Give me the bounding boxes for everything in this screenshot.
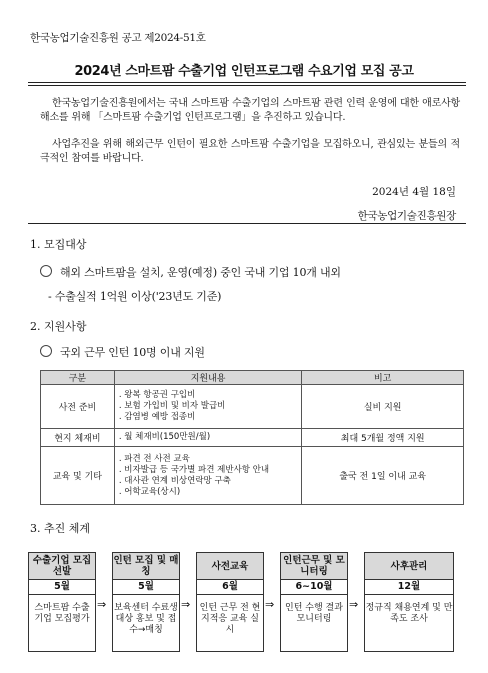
section-2-item (40, 344, 205, 360)
table-cell-category: 현지 체재비 (41, 429, 115, 447)
process-step-title: 인턴 모집 및 매칭 (113, 553, 179, 580)
process-step-follow-up (364, 552, 454, 652)
section-1-title: 1. 모집대상 (30, 238, 87, 251)
process-step-title: 인턴근무 및 모니터링 (281, 553, 347, 580)
section-1-item (40, 264, 341, 280)
list-item: . 보험 가입비 및 비자 발급비 (118, 401, 226, 411)
process-step-month: 6월 (197, 580, 263, 595)
process-step-month: 5월 (29, 580, 95, 595)
process-step-desc: 스마트팜 수출 기업 모집평가 (34, 603, 90, 624)
double-arrow-right-icon: ⇒ (97, 598, 107, 611)
section-1-item-text: 해외 스마트팜을 설치, 운영(예정) 중인 국내 기업 10개 내외 (60, 266, 341, 279)
table-cell-content (114, 429, 302, 447)
intro-rule (28, 223, 466, 224)
table-cell-category: 교육 및 기타 (41, 447, 115, 505)
table-header-row (41, 371, 464, 385)
double-arrow-right-icon: ⇒ (349, 598, 359, 611)
double-arrow-right-icon: ⇒ (181, 598, 191, 611)
table-cell-content (114, 447, 302, 505)
section-2-item-text: 국외 근무 인턴 10명 이내 지원 (60, 346, 205, 359)
process-step-month: 5월 (113, 580, 179, 595)
section-1-subitem: - 수출실적 1억원 이상('23년도 기준) (48, 290, 222, 303)
page-title: 2024년 스마트팜 수출기업 인턴프로그램 수요기업 모집 공고 (74, 64, 414, 79)
list-item: . 감염병 예방 접종비 (118, 412, 196, 422)
table-cell-note: 최대 5개월 정액 지원 (302, 429, 464, 447)
support-table (40, 370, 464, 505)
section-3-title: 3. 추진 체계 (30, 522, 90, 535)
process-step-desc: 인턴 근무 전 현지적응 교육 실시 (199, 603, 261, 635)
intro-paragraph-2: 사업추진을 위해 해외근무 인턴이 필요한 스마트팜 수출기업을 모집하오니, 관심있는 분들의 적극적인 참여를 바랍니다. (40, 139, 460, 164)
circle-bullet-icon (40, 265, 52, 277)
process-step-pre-training (196, 552, 264, 652)
process-step-recruit-companies (28, 552, 96, 652)
table-cell-category: 사전 준비 (41, 385, 115, 429)
list-item: . 파견 전 사전 교육 (118, 453, 190, 464)
title-rule-top (28, 82, 466, 83)
process-step-title: 사전교육 (197, 553, 263, 580)
table-header-category: 구분 (41, 371, 115, 385)
list-item: . 왕복 항공권 구입비 (118, 390, 196, 400)
list-item: . 어학교육(상시) (118, 486, 181, 497)
process-step-title: 사후관리 (365, 553, 453, 580)
notice-date: 2024년 4월 18일 (372, 186, 456, 198)
notice-number: 한국농업기술진흥원 공고 제2024-51호 (30, 32, 206, 44)
signature: 한국농업기술진흥원장 (357, 210, 456, 222)
title-rule-bottom (28, 85, 466, 86)
process-step-intern-matching (112, 552, 180, 652)
process-step-monitoring (280, 552, 348, 652)
table-cell-note: 실비 지원 (302, 385, 464, 429)
table-row (41, 447, 464, 505)
table-cell-note: 출국 전 1일 이내 교육 (302, 447, 464, 505)
section-2-title: 2. 지원사항 (30, 320, 87, 333)
table-header-note: 비고 (302, 371, 464, 385)
list-item: . 대사관 연계 비상연락망 구축 (118, 475, 231, 486)
table-header-content: 지원내용 (114, 371, 302, 385)
table-row (41, 429, 464, 447)
process-step-title: 수출기업 모집선발 (29, 553, 95, 580)
list-item: . 월 체재비(150만원/월) (118, 432, 211, 442)
process-step-desc: 정규직 채용연계 및 만족도 조사 (365, 603, 453, 624)
double-arrow-right-icon: ⇒ (265, 598, 275, 611)
process-step-desc: 인턴 수행 결과 모니터링 (285, 603, 343, 624)
circle-bullet-icon (40, 345, 52, 357)
list-item: . 비자발급 등 국가별 파견 제반사항 안내 (118, 464, 270, 475)
table-cell-content (114, 385, 302, 429)
table-row (41, 385, 464, 429)
process-step-month: 6~10월 (281, 580, 347, 595)
process-step-desc: 보육센터 수료생 대상 홍보 및 접수→매칭 (114, 603, 178, 635)
intro-paragraph-1: 한국농업기술진흥원에서는 국내 스마트팜 수출기업의 스마트팜 관련 인력 운영에 대한 애로사항 해소를 위해 「스마트팜 수출기업 인턴프로그램」을 추진하고 있습니다. (40, 98, 460, 123)
process-step-month: 12월 (365, 580, 453, 595)
